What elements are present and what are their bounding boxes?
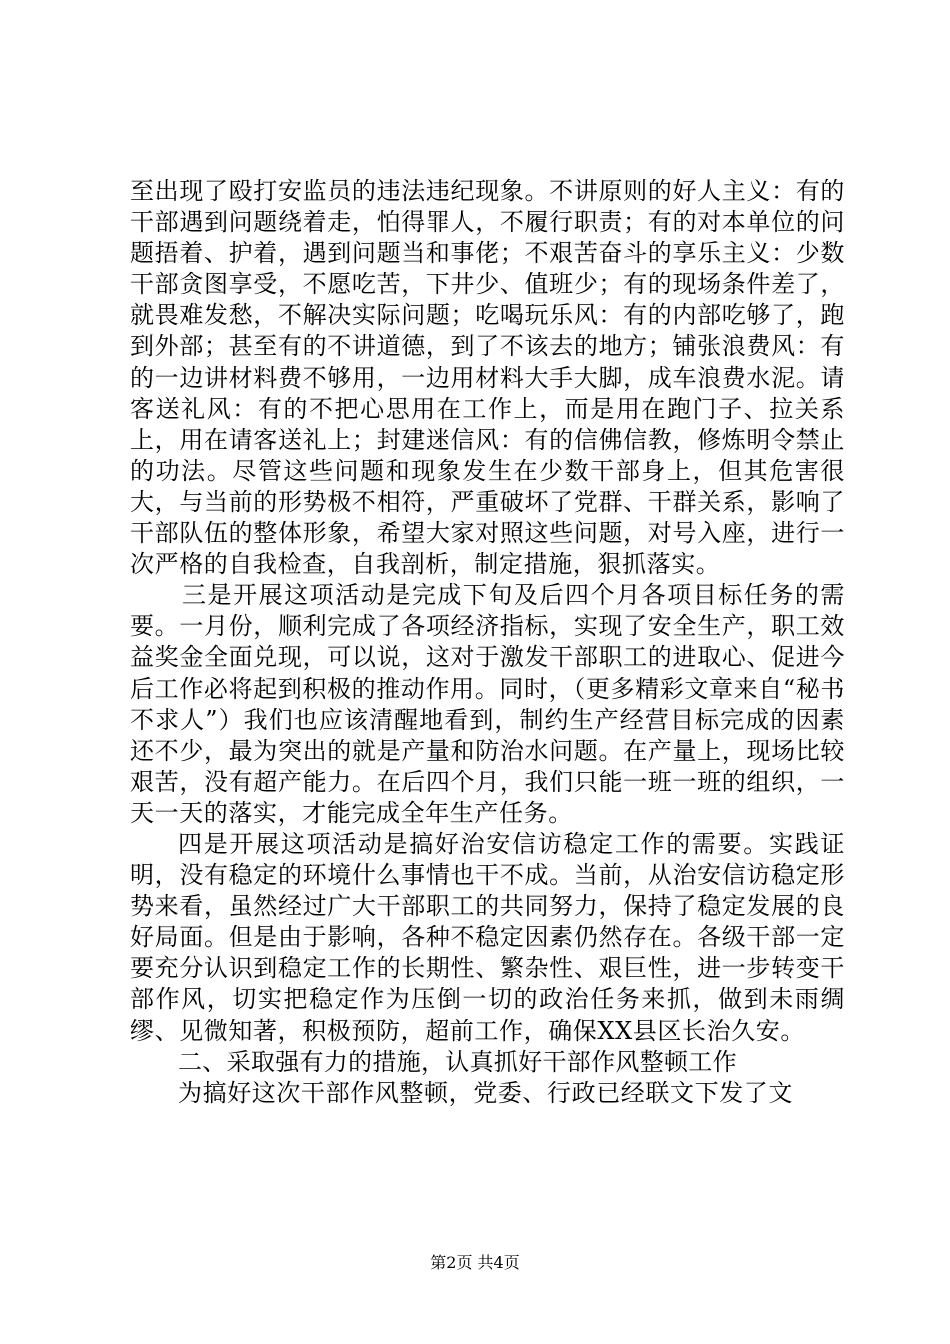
paragraph-section-intro: 为搞好这次干部作风整顿，党委、行政已经联文下发了文 [178, 1078, 793, 1107]
page-footer: 第2页 共4页 [430, 1253, 520, 1272]
paragraph-point-four: 四是开展这项活动是搞好治安信访稳定工作的需要。实践证明，没有稳定的环境什么事情也干不成。当前，从治安信访稳定形势来看，虽然经过广大干部职工的共同努力，保持了稳定发展的良好局面。但是由于影响，各种不稳定因素仍然存在。各级干部一定要充分认识到稳定工作的长期性、繁杂性、艰巨性，进一步转变干部作风，切实把稳定作为压倒一切的政治任务来抓，做到未雨绸缪、见微知著，积极预防，超前工作，确保XX县区长治久安。 [130, 829, 845, 1045]
section-heading: 二、采取强有力的措施，认真抓好干部作风整顿工作 [178, 1047, 737, 1076]
document-body [130, 176, 845, 1109]
paragraph-point-three: 三是开展这项活动是完成下旬及后四个月各项目标任务的需要。一月份，顺利完成了各项经济指标，实现了安全生产，职工效益奖金全面兑现，可以说，这对于激发干部职工的进取心、促进今后工作必将起到积极的推动作用。同时，（更多精彩文章来自“秘书不求人”）我们也应该清醒地看到，制约生产经营目标完成的因素还不少，最为突出的就是产量和防治水问题。在产量上，现场比较艰苦，没有超产能力。在后四个月，我们只能一班一班的组织，一天一天的落实，才能完成全年生产任务。 [130, 581, 845, 827]
paragraph-continuation: 至出现了殴打安监员的违法违纪现象。不讲原则的好人主义：有的干部遇到问题绕着走，怕得罪人，不履行职责；有的对本单位的问题捂着、护着，遇到问题当和事佬；不艰苦奋斗的享乐主义：少数干部贪图享受，不愿吃苦，下井少、值班少；有的现场条件差了，就畏难发愁，不解决实际问题；吃喝玩乐风：有的内部吃够了，跑到外部；甚至有的不讲道德，到了不该去的地方；铺张浪费风：有的一边讲材料费不够用，一边用材料大手大脚，成车浪费水泥。请客送礼风：有的不把心思用在工作上，而是用在跑门子、拉关系上，用在请客送礼上；封建迷信风：有的信佛信教，修炼明令禁止的功法。尽管这些问题和现象发生在少数干部身上，但其危害很大，与当前的形势极不相符，严重破坏了党群、干群关系，影响了干部队伍的整体形象，希望大家对照这些问题，对号入座，进行一次严格的自我检查，自我剖析，制定措施，狠抓落实。 [130, 177, 845, 579]
